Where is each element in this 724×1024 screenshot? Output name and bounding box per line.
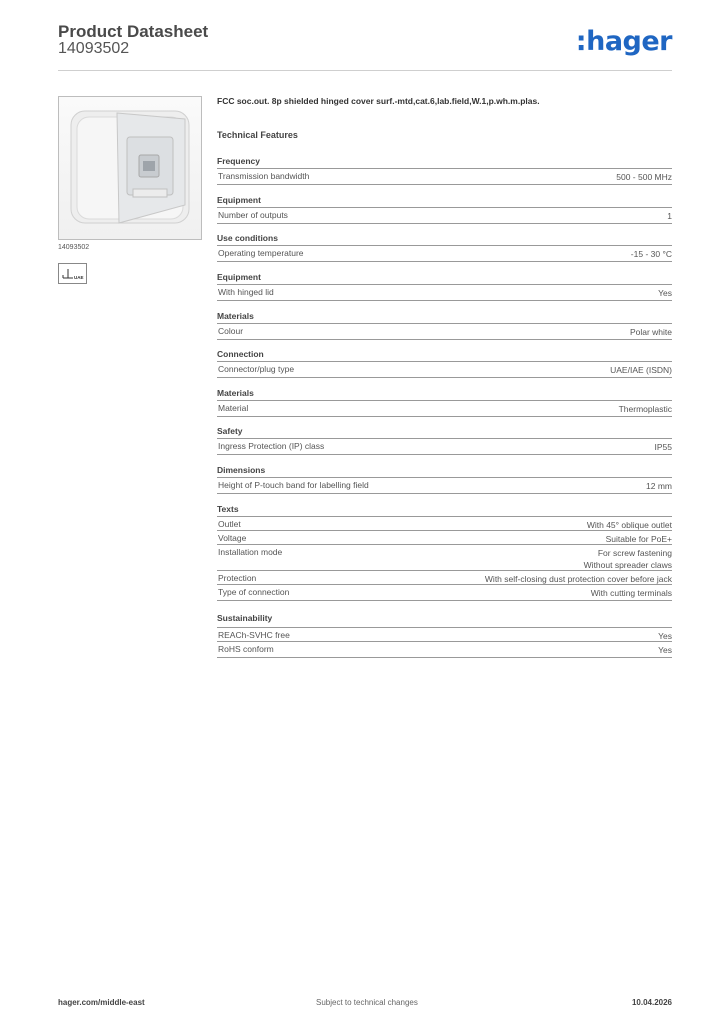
spec-key: Transmission bandwidth — [218, 171, 310, 181]
spec-key: Material — [218, 403, 249, 413]
spec-value — [584, 547, 672, 571]
image-caption: 14093502 — [58, 244, 90, 251]
spec-key: Colour — [218, 326, 244, 336]
spec-value: With cutting terminals — [590, 588, 672, 598]
spec-value: Thermoplastic — [618, 404, 672, 414]
spec-key: Connector/plug type — [218, 364, 295, 374]
spec-value: Yes — [658, 288, 672, 298]
group-title-connection: Connection — [217, 349, 264, 359]
spec-row — [217, 570, 672, 585]
spec-key: Ingress Protection (IP) class — [218, 441, 325, 451]
group-title-use-conditions: Use conditions — [217, 233, 278, 243]
group-title-materials: Materials — [217, 311, 254, 321]
hager-logo: :hager — [575, 26, 672, 57]
spec-value: 12 mm — [646, 481, 672, 491]
spec-key: With hinged lid — [218, 287, 274, 297]
spec-row — [217, 530, 672, 545]
page-title: Product Datasheet — [58, 22, 209, 41]
spec-value: Polar white — [629, 327, 672, 337]
socket-outlet-illustration — [59, 97, 201, 239]
spec-value: 1 — [667, 211, 672, 221]
technical-features-heading: Technical Features — [217, 130, 298, 140]
spec-value-line: Without spreader claws — [583, 560, 672, 570]
spec-key: RoHS conform — [218, 644, 274, 654]
spec-key: Installation mode — [218, 547, 283, 557]
spec-row — [217, 323, 672, 340]
spec-key: Operating temperature — [218, 248, 304, 258]
uae-icon-label: UAE — [74, 275, 84, 280]
spec-value: 500 - 500 MHz — [616, 172, 672, 182]
spec-value: With self-closing dust protection cover before jack — [484, 574, 672, 584]
spec-key: Outlet — [218, 519, 241, 529]
spec-value: IP55 — [654, 442, 672, 452]
uae-socket-icon — [58, 263, 87, 284]
group-title-safety: Safety — [217, 426, 243, 436]
spec-row — [217, 477, 672, 494]
spec-value: Suitable for PoE+ — [605, 534, 672, 544]
spec-row — [217, 361, 672, 378]
spec-key: Number of outputs — [218, 210, 288, 220]
footer-website: hager.com/middle-east — [58, 998, 145, 1007]
spec-row — [217, 168, 672, 185]
spec-value: -15 - 30 °C — [630, 249, 672, 259]
spec-key: Type of connection — [218, 587, 290, 597]
spec-row — [217, 516, 672, 531]
spec-row — [217, 438, 672, 455]
group-title-materials-2: Materials — [217, 388, 254, 398]
spec-value: UAE/IAE (ISDN) — [610, 365, 672, 375]
group-title-sustainability: Sustainability — [217, 613, 273, 623]
group-title-equipment-2: Equipment — [217, 272, 261, 282]
spec-value: Yes — [658, 645, 672, 655]
spec-row — [217, 245, 672, 262]
product-description: FCC soc.out. 8p shielded hinged cover surf.-mtd,cat.6,lab.field,W.1,p.wh.m.plas. — [217, 96, 540, 106]
spec-row — [217, 627, 672, 642]
product-image — [58, 96, 202, 240]
footer-date: 10.04.2026 — [631, 998, 672, 1007]
spec-key: Height of P-touch band for labelling field — [218, 480, 369, 490]
product-number: 14093502 — [58, 40, 130, 57]
spec-row — [217, 544, 672, 571]
spec-row — [217, 584, 672, 601]
spec-value-line: For screw fastening — [597, 548, 672, 558]
spec-key: Protection — [218, 573, 257, 583]
spec-key: Voltage — [218, 533, 247, 543]
group-title-equipment: Equipment — [217, 195, 261, 205]
spec-value: With 45° oblique outlet — [586, 520, 672, 530]
spec-row — [217, 641, 672, 658]
group-title-dimensions: Dimensions — [217, 465, 266, 475]
footer-note: Subject to technical changes — [316, 998, 418, 1007]
spec-row — [217, 284, 672, 301]
spec-value: Yes — [658, 631, 672, 641]
spec-row — [217, 207, 672, 224]
group-title-texts: Texts — [217, 504, 239, 514]
page-header — [58, 22, 672, 71]
group-title-frequency: Frequency — [217, 156, 260, 166]
spec-key: REACh-SVHC free — [218, 630, 290, 640]
spec-row — [217, 400, 672, 417]
